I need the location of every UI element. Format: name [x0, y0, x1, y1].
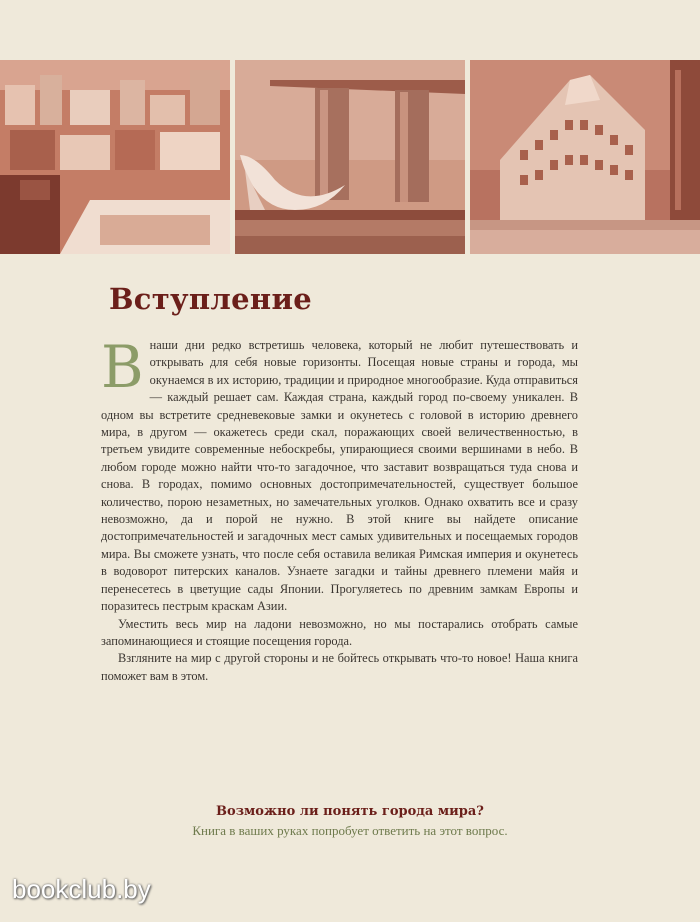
photo-strip	[0, 60, 700, 254]
intro-text	[101, 333, 578, 685]
paragraph-1-text: наши дни редко встретишь человека, который не любит путешествовать и открывать для себя новые горизонты. Посещая новые страны и города, мы окунаемся в их историю, традиции и природное многообразие. Куда отправиться — каждый решает сам. Каждая страна, каждый город по-своему уникален. В одном вы встретите средневековые замки и окунетесь с головой в историю древнего мира, в другом — окажетесь среди скал, поражающих своей величественностью, в третьем увидите современные небоскребы, упирающиеся своими вершинами в небо. В любом городе можно найти что-то загадочное, что заставит возвращаться туда снова и снова. В городах, помимо основных достопримечательностей, существует большое количество, порою незаметных, но замечательных уголков. Однако охватить все и сразу невозможно, да и порой не нужно. В этой книге вы найдете описание достопримечательностей и загадочных мест самых удивительных и посещаемых городов мира. Вы сможете узнать, что после себя оставила великая Римская империя и окунетесь в водоворот питерских каналов. Узнаете загадки и тайны древнего племени майя и перенесетесь в цветущие сады Японии. Прогуляетесь по древним замкам Европы и поразитесь пестрым краскам Азии.	[101, 338, 578, 614]
page-title: Вступление	[109, 282, 313, 316]
marina-bay-sands-photo	[235, 60, 465, 254]
city-rooftops-photo	[0, 60, 230, 254]
teaser-answer: Книга в ваших руках попробует ответить на этот вопрос.	[192, 823, 508, 838]
watermark-logo: bookclub.by	[12, 874, 151, 904]
paragraph-1	[101, 333, 578, 616]
drop-cap: В	[101, 333, 144, 401]
teaser-question: Возможно ли понять города мира?	[216, 804, 484, 819]
teaser-block	[0, 804, 700, 839]
corner-building-photo	[470, 60, 700, 254]
paragraph-3: Взгляните на мир с другой стороны и не бойтесь открывать что-то новое! Наша книга поможет вам в этом.	[101, 651, 578, 683]
paragraph-2: Уместить весь мир на ладони невозможно, но мы постарались отобрать самые запоминающиеся и стоящие посещения города.	[101, 616, 578, 648]
